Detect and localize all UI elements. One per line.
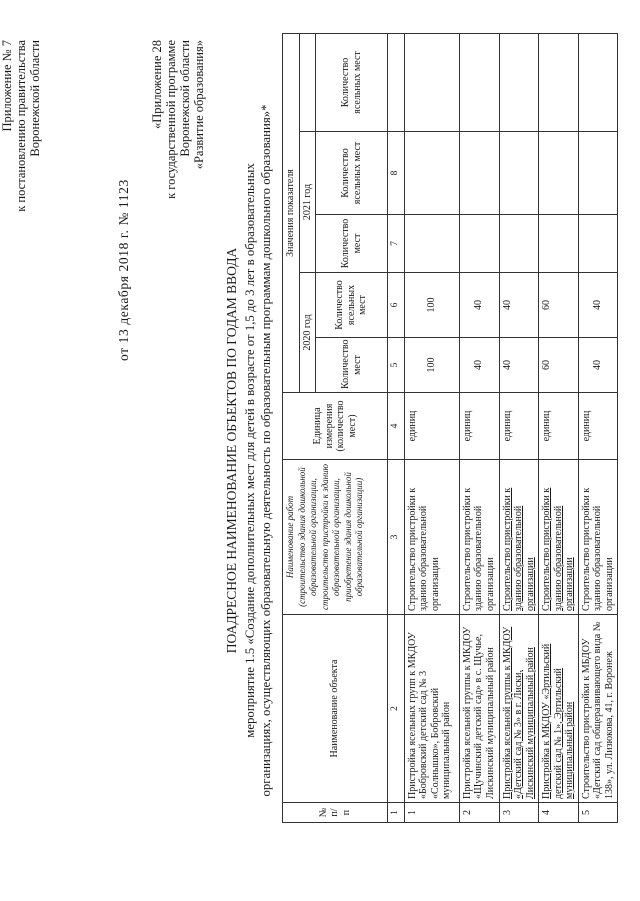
- decree-date: от 13 декабря 2018 г. № 1123: [116, 179, 131, 361]
- col-number: [388, 33, 405, 131]
- annex-28-line4: «Развитие образования»: [192, 40, 206, 170]
- col-number: 8: [388, 132, 405, 215]
- header-places-2020: Количество мест: [316, 338, 388, 393]
- table-row: [499, 33, 539, 822]
- row-nursery-2021: [578, 132, 618, 215]
- row-no: 1: [404, 803, 459, 823]
- document-title: ПОАДРЕСНОЕ НАИМЕНОВАНИЕ ОБЪЕКТОВ ПО ГОДАМ ВВОДА: [224, 247, 239, 654]
- header-no: № п/п: [283, 803, 388, 823]
- row-object-name: Пристройка ясельной группы к МКДОУ «Детский сад № 3» в г. Лиски, Лискинский муниципальный район: [499, 615, 539, 803]
- row-no: 3: [499, 803, 539, 823]
- row-places-2021: [578, 215, 618, 273]
- table-row: [539, 33, 579, 822]
- row-work: Строительство пристройки к зданию образовательной организации: [404, 460, 459, 615]
- row-nursery-2020: 40: [499, 273, 539, 338]
- annex-28-label: «Приложение 28: [150, 40, 164, 129]
- header-blank: [299, 33, 316, 131]
- row-nursery-extra: [539, 33, 579, 131]
- row-places-2021: [539, 215, 579, 273]
- row-nursery-2021: [499, 132, 539, 215]
- row-nursery-2021: [459, 132, 499, 215]
- table-row: [404, 33, 459, 822]
- row-places-2020: 40: [459, 338, 499, 393]
- col-number: 4: [388, 393, 405, 460]
- row-places-2021: [499, 215, 539, 273]
- col-number: 6: [388, 273, 405, 338]
- row-nursery-2020: 60: [539, 273, 579, 338]
- row-unit: единиц: [578, 393, 618, 460]
- annex-28-line2: к государственной программе: [164, 40, 178, 199]
- header-year-2020: 2020 год: [299, 273, 316, 393]
- header-places-2021: Количество мест: [316, 215, 388, 273]
- col-number: 5: [388, 338, 405, 393]
- row-work: Строительство пристройки к зданию образовательной организации: [499, 460, 539, 615]
- row-object-name: Пристройка ясельной группы к МКДОУ «Щучинский детский сад» в с. Щучье, Лискинский муниципальный район: [459, 615, 499, 803]
- row-places-2020: 100: [404, 338, 459, 393]
- row-object-name: Пристройка ясельных групп к МКДОУ «Бобровский детский сад № 3 «Солнышко», Бобровский муниципальный район: [404, 615, 459, 803]
- row-object-name: Пристройка к МКДОУ «Эртильский детский сад № 1», Эртильский муниципальный район: [539, 615, 579, 803]
- row-places-2020: 40: [578, 338, 618, 393]
- document-subtitle-line1: мероприятие 1.5 «Создание дополнительных мест для детей в возрасте от 1,5 до 3 лет в образовательных: [243, 163, 257, 738]
- annex-7-line3: Воронежской области: [28, 40, 42, 157]
- header-unit: Единица измерения (количество мест): [283, 393, 388, 460]
- row-unit: единиц: [404, 393, 459, 460]
- annex-7-line2: к постановлению правительства: [14, 40, 28, 212]
- row-work: Строительство пристройки к зданию образовательной организации: [578, 460, 618, 615]
- col-number: 1: [388, 803, 405, 823]
- row-nursery-extra: [459, 33, 499, 131]
- row-no: 2: [459, 803, 499, 823]
- header-nursery-2021: Количество ясельных мест: [316, 132, 388, 215]
- row-unit: единиц: [539, 393, 579, 460]
- row-nursery-2021: [404, 132, 459, 215]
- row-nursery-extra: [404, 33, 459, 131]
- objects-table: [282, 33, 618, 823]
- annex-7-label: Приложение № 7: [0, 40, 14, 132]
- row-places-2020: 40: [499, 338, 539, 393]
- row-unit: единиц: [459, 393, 499, 460]
- row-nursery-2020: 100: [404, 273, 459, 338]
- header-work-name: Наименование работ (строительство здания дошкольной образовательной организации, строительство пристройки к зданию образовательной организации, приобретение здания дошкольной образовательной организации): [283, 460, 388, 615]
- row-nursery-extra: [499, 33, 539, 131]
- row-places-2021: [459, 215, 499, 273]
- row-object-name: Строительство пристройки к МБДОУ «Детский сад общеразвивающего вида № 138», ул. Лизюкова, 41, г. Воронеж: [578, 615, 618, 803]
- document-subtitle-line2: организациях, осуществляющих образовательную деятельность по образовательным программам дошкольного образования»*: [259, 104, 273, 797]
- header-indicator-values: Значения показателя: [283, 33, 300, 392]
- row-places-2021: [404, 215, 459, 273]
- row-no: 5: [578, 803, 618, 823]
- col-number: 7: [388, 215, 405, 273]
- row-no: 4: [539, 803, 579, 823]
- row-unit: единиц: [499, 393, 539, 460]
- row-places-2020: 60: [539, 338, 579, 393]
- row-nursery-extra: [578, 33, 618, 131]
- annex-28-line3: Воронежской области: [178, 40, 192, 157]
- table-row: [578, 33, 618, 822]
- row-nursery-2020: 40: [459, 273, 499, 338]
- row-work: Строительство пристройки к зданию образовательной организации: [459, 460, 499, 615]
- header-year-2021: 2021 год: [299, 132, 316, 273]
- col-number: 2: [388, 615, 405, 803]
- header-nursery-2020: Количество ясельных мест: [316, 273, 388, 338]
- table-row: [459, 33, 499, 822]
- header-nursery-extra: Количество ясельных мест: [316, 33, 388, 131]
- row-nursery-2021: [539, 132, 579, 215]
- header-object-name: Наименование объекта: [283, 615, 388, 803]
- col-number: 3: [388, 460, 405, 615]
- row-nursery-2020: 40: [578, 273, 618, 338]
- row-work: Строительство пристройки к зданию образовательной организации: [539, 460, 579, 615]
